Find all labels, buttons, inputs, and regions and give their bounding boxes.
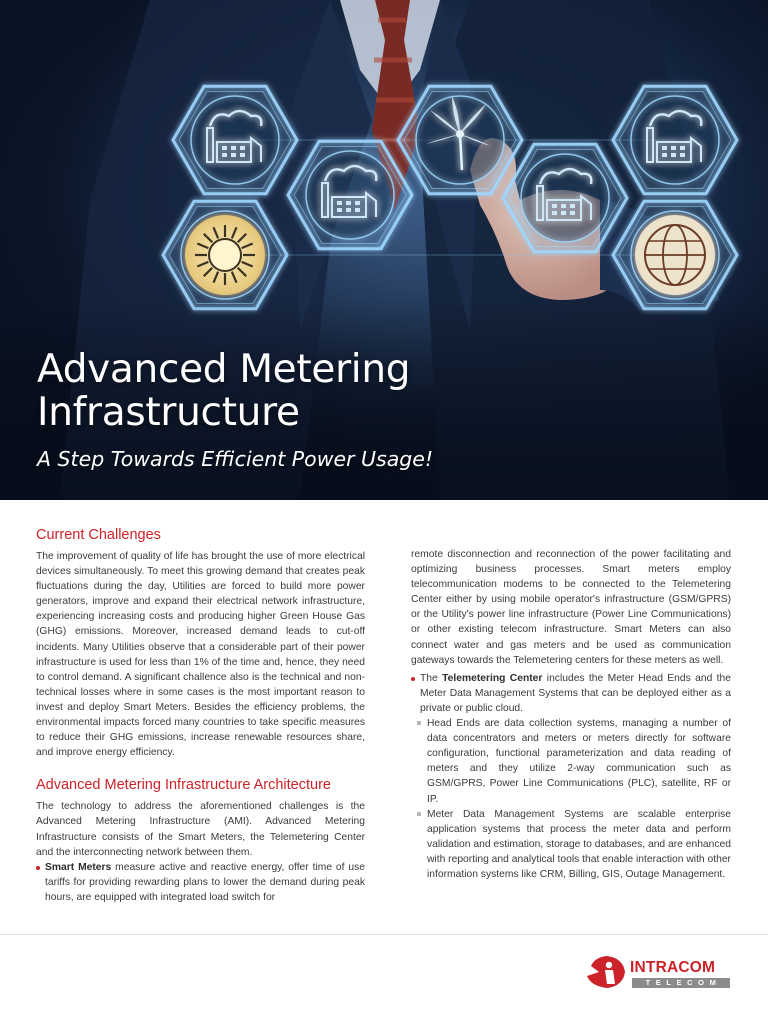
bullet-smart-meters-text: measure active and reactive energy, offer time of use tariffs for providing rewarding plans to lower the demand during peak hours, are equipped with integrated load switch for [45, 861, 365, 903]
right-column [411, 547, 731, 882]
current-challenges-paragraph: The improvement of quality of life has brought the use of more electrical devices simultaneously. To meet this growing demand that creates peak fluctuations during the day, Utilities are forced to build more power generators, improve and expand their electrical network infrastructure, experiencing increasing costs and producing higher Green House Gas (GHG) emissions. Moreover, increased demand leads to cut-off incidents. Many Utilities observe that a considerable part of their power infrastructure is used for less than 1% of the time and, hence, they need to control demand. A significant challence also is the technical and non-technical losses where in some cases is the most important reason to invest and deploy Smart Meters. Besides the efficiency problems, the environmental impacts forced many countries to take specific measures to reduce their GHG emissions, increase renewable resources share, and improve energy efficiency. [36, 551, 365, 759]
title-line-2: Infrastructure [37, 390, 300, 435]
footer-divider [0, 934, 768, 935]
ami-architecture-paragraph: The technology to address the aforementioned challenges is the Advanced Metering Infrastructure (AMI). Advanced Metering Infrastructure consists of the Smart Meters, the Telemetering Center and the interconnecting network between them. [36, 801, 365, 858]
sub-bullet-mdm-systems: Meter Data Management Systems are scalable enterprise application systems that process the meter data and perform validation and estimation, storage to databases, and are enhanced with reporting and analytical tools that enable interaction with other information systems like CRM, Billing, GIS, Outage Management. [411, 807, 731, 882]
logo-wordmark: INTRACOM [630, 959, 716, 976]
bullet-smart-meters-term: Smart Meters [45, 861, 112, 873]
section-heading-current-challenges: Current Challenges [36, 527, 161, 543]
bullet-telemetering-text: includes the Meter Head Ends and the Meter Data Management Systems that can be deployed either as a private or public cloud. [420, 672, 731, 714]
bullet-smart-meters [36, 860, 365, 905]
page-subtitle: A Step Towards Efficient Power Usage! [37, 447, 434, 471]
section-heading-ami-architecture: Advanced Metering Infrastructure Architecture [36, 777, 331, 794]
page-title [37, 348, 410, 434]
bullet-telemetering-term: Telemetering Center [442, 672, 543, 684]
logo-subtitle: TELECOM [645, 978, 722, 987]
left-column [36, 526, 365, 905]
intracom-logo-icon [585, 954, 629, 990]
sub-bullet-head-ends: Head Ends are data collection systems, managing a number of data concentrators and meters or meters directly for software configuration, functional parameterization and data reading of meters and they utilize 2-way communication such as GSM/GPRS, Power Line Communications (PLC), satellite, RF or IP. [411, 716, 731, 807]
bullet-telemetering-pre: The [420, 672, 443, 684]
title-line-1: Advanced Metering [37, 347, 411, 392]
smart-meters-continuation: remote disconnection and reconnection of the power facilitating and optimizing business processes. Smart meters employ telecommunication modems to be connected to the Telemetering Center either by using mobile operator's infrastructure (GSM/GPRS) or the Utility's power line infrastructure (Power Line Communications) or other existing telecom infrastructure. Smart Meters can also connect water and gas meters and be used as communication gateways towards the Telemetering centers for these meters as well. [411, 549, 731, 666]
intracom-telecom-logo [585, 954, 735, 994]
hero-banner [0, 0, 768, 500]
bullet-telemetering-center [411, 671, 731, 716]
